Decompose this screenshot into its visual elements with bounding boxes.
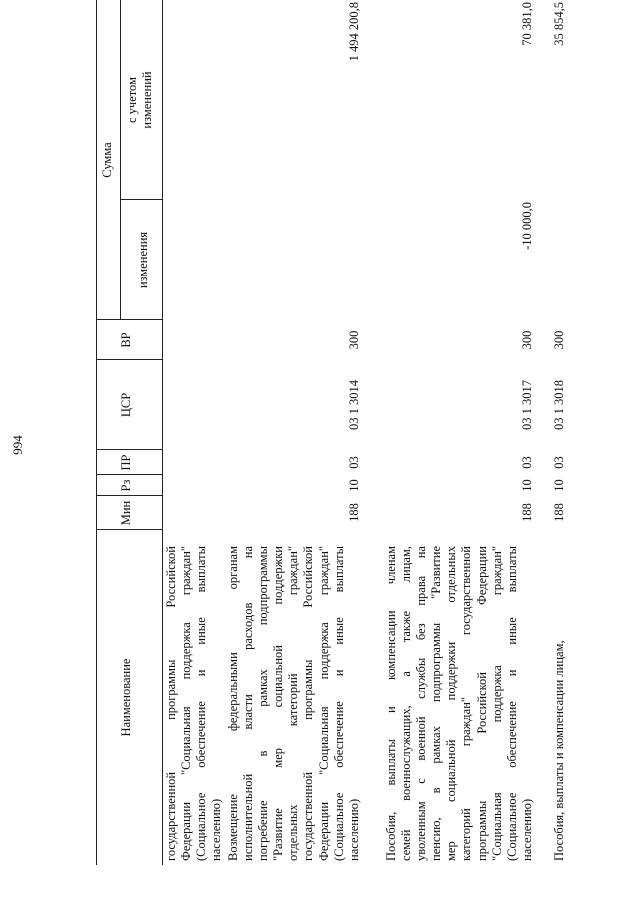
header-name: Наименование <box>119 658 133 737</box>
header-rz: Рз <box>119 479 133 492</box>
cell-vr: 300 <box>552 330 566 350</box>
cell-vr: 300 <box>346 330 361 350</box>
cell-total: 1 494 200,8 <box>346 2 361 62</box>
cell-csr: 03 1 3014 <box>346 380 361 430</box>
page-number: 994 <box>10 435 25 455</box>
description-line: населению) <box>346 798 361 861</box>
cell-pr: 03 <box>519 456 534 469</box>
cell-rz: 10 <box>346 479 361 492</box>
description-line: Федерации "Социальная поддержка граждан" <box>316 546 331 861</box>
description-line: погребение в рамках подпрограммы <box>256 546 271 861</box>
header-vr: ВР <box>119 332 133 348</box>
description-line: государственной программы Российской <box>301 546 316 861</box>
description-line: категорий граждан" государственной <box>459 546 474 861</box>
header-with-changes-line1: с учетом <box>125 77 139 123</box>
cell-min: 188 <box>552 503 566 522</box>
header-with-changes-line2: изменений <box>140 71 154 129</box>
description-line: Федерации "Социальная поддержка граждан" <box>179 546 194 861</box>
header-csr: ЦСР <box>119 392 133 418</box>
cell-change: -10 000,0 <box>519 202 534 250</box>
header-pr: ПР <box>119 454 133 471</box>
cell-pr: 03 <box>346 456 361 469</box>
row-description <box>384 546 535 861</box>
cell-min: 188 <box>519 503 534 522</box>
row-description <box>226 546 362 861</box>
cell-rz: 10 <box>519 479 534 492</box>
description-line: (Социальное обеспечение и иные выплаты <box>331 546 346 861</box>
description-line: населению) <box>519 798 534 861</box>
description-line: "Развитие мер социальной поддержки <box>271 546 286 861</box>
description-line: уволенным с военной службы без права на <box>414 546 429 861</box>
cell-total: 70 381,0 <box>519 2 534 46</box>
header-min: Мин <box>119 500 133 526</box>
cell-csr: 03 1 3017 <box>519 380 534 430</box>
description-line: мер социальной поддержки отдельных <box>444 546 459 861</box>
description-line: семей военнослужащих, а также лицам, <box>399 546 414 861</box>
table-top-border <box>96 0 97 865</box>
description-line: Возмещение федеральными органам <box>226 546 240 861</box>
description-line: государственной программы Российской <box>164 546 178 861</box>
header-changes: изменения <box>136 231 150 289</box>
description-line: Пособия, выплаты и компенсации лицам, <box>552 640 566 861</box>
cell-csr: 03 1 3018 <box>552 380 566 430</box>
budget-table <box>80 0 640 865</box>
cell-vr: 300 <box>519 330 534 350</box>
description-line: отдельных категорий граждан" <box>286 546 301 861</box>
cell-rz: 10 <box>552 479 566 492</box>
description-line: исполнительной власти расходов на <box>241 546 256 861</box>
table-header-bottom-border <box>162 0 163 865</box>
row-description <box>552 546 567 861</box>
description-line: пенсию, в рамках подпрограммы "Развитие <box>429 546 444 861</box>
row-description <box>164 546 224 861</box>
cell-total: 35 854,5 <box>552 2 566 46</box>
description-line: (Социальное обеспечение и иные выплаты <box>194 546 209 861</box>
description-line: Пособия, выплаты и компенсации членам <box>384 546 398 861</box>
sum-header-divider <box>120 0 121 320</box>
description-line: (Социальное обеспечение и иные выплаты <box>504 546 519 861</box>
description-line: "Социальная поддержка граждан" <box>489 546 504 861</box>
description-line: программы Российской Федерации <box>474 546 489 861</box>
cell-min: 188 <box>346 503 361 522</box>
cell-pr: 03 <box>552 456 566 469</box>
header-sum: Сумма <box>100 142 114 178</box>
description-line: населению) <box>209 798 224 861</box>
